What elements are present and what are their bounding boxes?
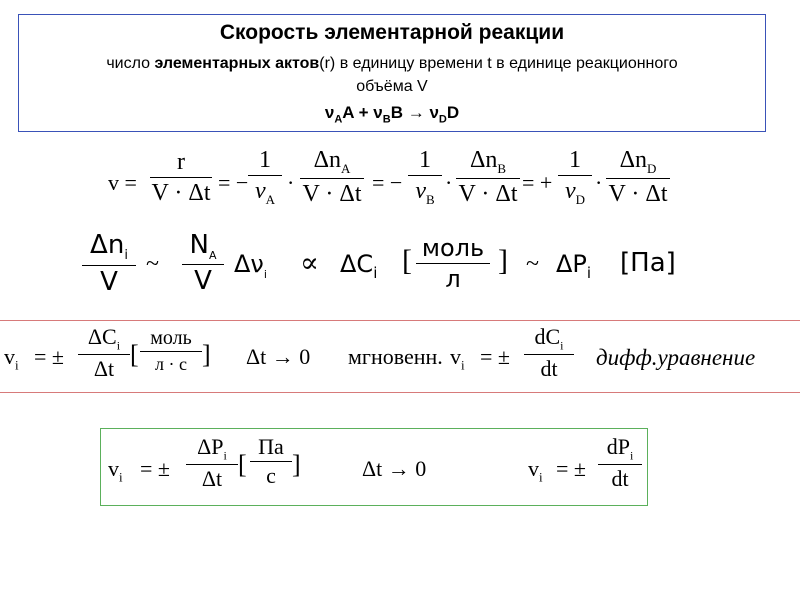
slide-title: Скорость элементарной реакции xyxy=(219,21,565,44)
definition-line-2: объёма V xyxy=(356,78,428,95)
reaction-equation: $\nu_AA + \nu_BB \to \nu_DD$ xyxy=(324,103,460,126)
header-box xyxy=(18,14,766,132)
definition-line: число элементарных актов(r) в единицу времени t в единице реакционного xyxy=(106,55,678,72)
